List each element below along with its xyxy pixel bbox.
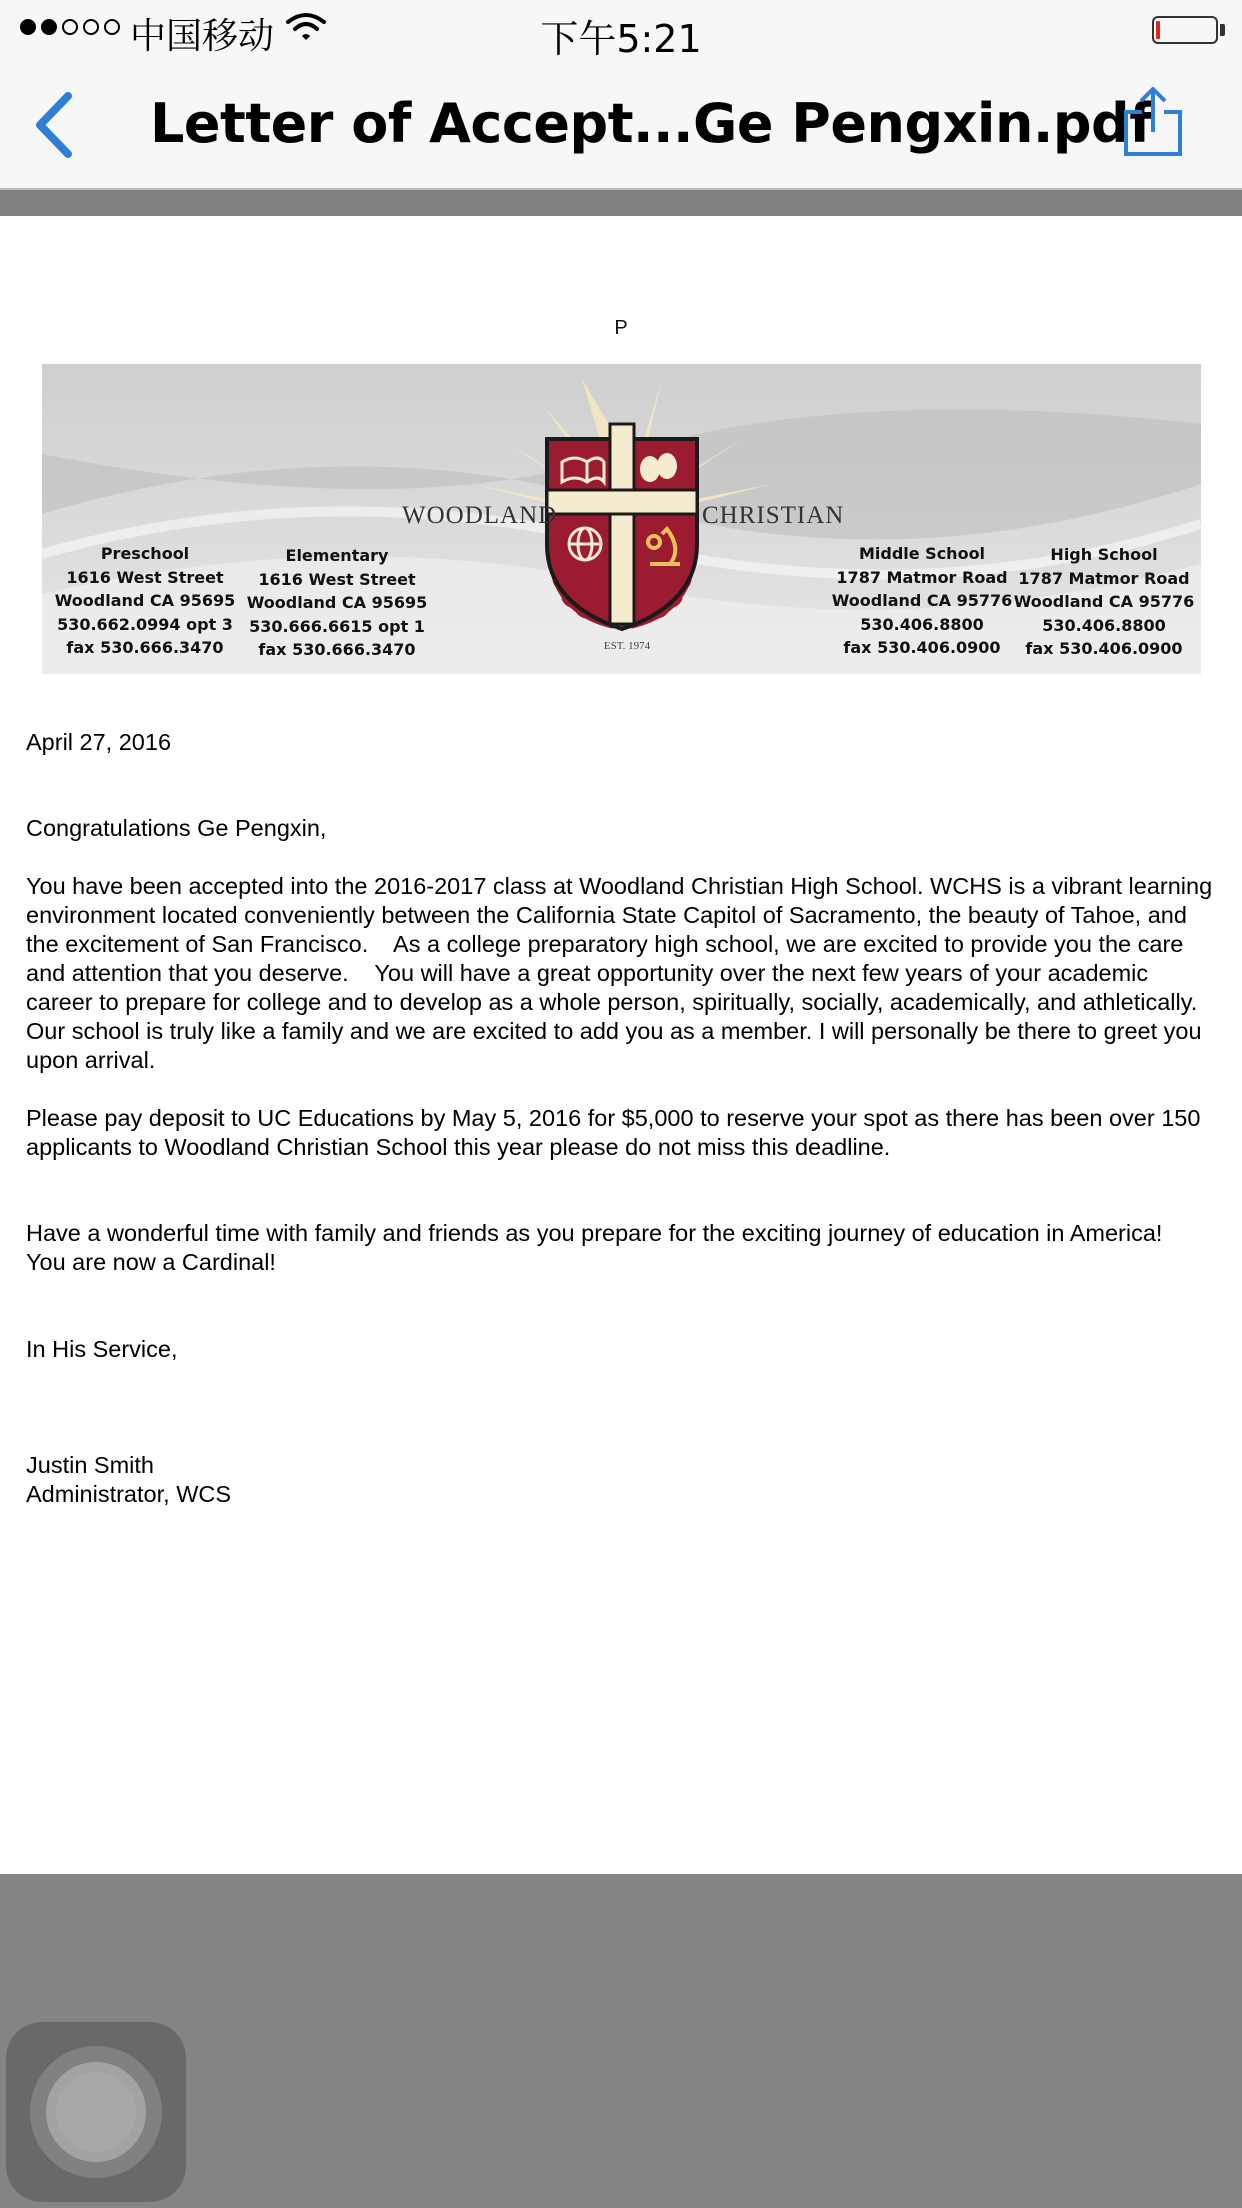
letter-paragraph-2: Please pay deposit to UC Educations by May 5, 2016 for $5,000 to reserve your spot as there has been over 150 applicants to Woodland Christian School this year please do not miss this deadline. bbox=[26, 1105, 1201, 1160]
battery-icon bbox=[1152, 16, 1218, 44]
letter-date: April 27, 2016 bbox=[26, 729, 172, 755]
school-name-right: CHRISTIAN bbox=[702, 502, 845, 529]
chevron-left-icon[interactable] bbox=[30, 90, 80, 160]
page-marker: P bbox=[614, 317, 628, 339]
signer-name: Justin Smith bbox=[26, 1452, 154, 1478]
battery-tip bbox=[1220, 24, 1225, 36]
campus-high-school: High School 1787 Matmor Road Woodland CA 95776 530.406.8800 fax 530.406.0900 bbox=[1013, 545, 1195, 658]
letterhead-banner bbox=[42, 364, 1201, 674]
letter-greeting: Congratulations Ge Pengxin, bbox=[26, 815, 327, 841]
status-time: 下午5:21 bbox=[540, 17, 702, 61]
letter-paragraph-1: You have been accepted into the 2016-2017 class at Woodland Christian High School. WCHS is a vibrant learning environment located conveniently between the California State Capitol of Sacramento, the beauty of Tahoe, and the excitement of San Francisco. As a college preparatory high school, we are excited to provide you the care and attention that you deserve. You will have a great opportunity over the next few years of your academic career to prepare for college and to develop as a whole person, spiritually, socially, academically, and athletically. Our school is truly like a family and we are excited to add you as a member. I will personally be there to greet you upon arrival. bbox=[26, 873, 1219, 1073]
campus-elementary: Elementary 1616 West Street Woodland CA 95695 530.666.6615 opt 1 fax 530.666.3470 bbox=[246, 546, 428, 659]
letter-paragraph-3: Have a wonderful time with family and friends as you prepare for the exciting journey of education in America! You are now a Cardinal! bbox=[26, 1220, 1189, 1275]
share-icon[interactable] bbox=[1120, 86, 1186, 158]
campus-middle-school: Middle School 1787 Matmor Road Woodland CA 95776 530.406.8800 fax 530.406.0900 bbox=[831, 544, 1013, 657]
school-name-left: WOODLAND bbox=[402, 502, 558, 529]
navigation-bar bbox=[0, 62, 1242, 190]
letter-closing: In His Service, bbox=[26, 1336, 178, 1362]
campus-preschool: Preschool 1616 West Street Woodland CA 95695 530.662.0994 opt 3 fax 530.666.3470 bbox=[54, 544, 236, 657]
assistive-touch-button[interactable] bbox=[6, 2022, 186, 2202]
document-title: Letter of Accept...Ge Pengxin.pdf bbox=[150, 92, 1153, 155]
established-year: EST. 1974 bbox=[603, 640, 651, 652]
pdf-page bbox=[0, 216, 1242, 1874]
status-bar bbox=[0, 0, 1242, 62]
viewer-background-band bbox=[0, 190, 1242, 216]
signer-title: Administrator, WCS bbox=[26, 1481, 232, 1507]
carrier-name: 中国移动 bbox=[130, 16, 275, 57]
